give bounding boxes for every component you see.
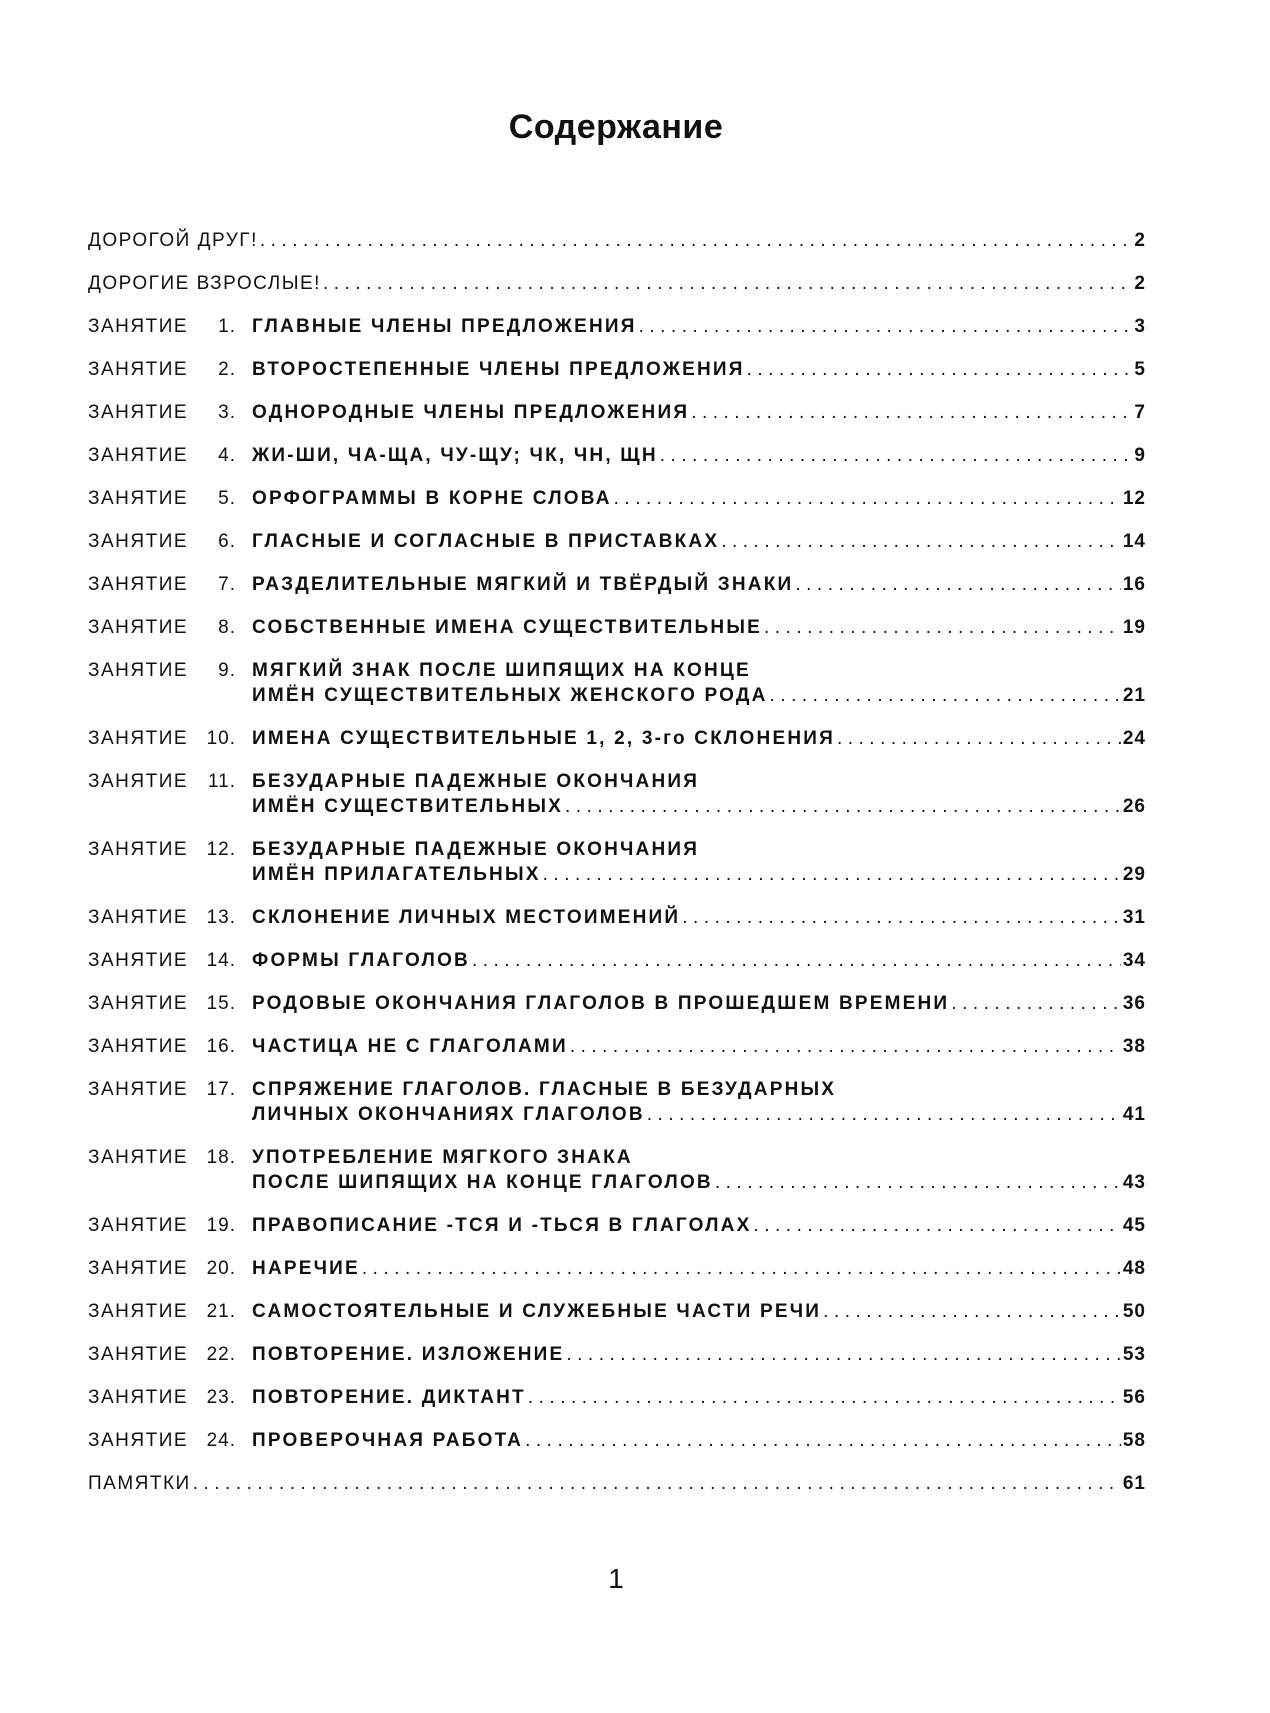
entry-label: ЗАНЯТИЕ: [88, 488, 189, 509]
page-ref: 12: [1122, 488, 1146, 509]
toc-entry[interactable]: [88, 1034, 1146, 1059]
toc-entry[interactable]: [88, 357, 1146, 382]
toc-entry[interactable]: [88, 769, 1146, 819]
lesson-title: РОДОВЫЕ ОКОНЧАНИЯ ГЛАГОЛОВ В ПРОШЕДШЕМ ВРЕМЕНИ: [252, 993, 950, 1014]
lesson-number: 9.: [218, 660, 237, 681]
dot-leader: [823, 1299, 1121, 1324]
page-ref: 14: [1122, 531, 1146, 552]
entry-label: ЗАНЯТИЕ: [88, 907, 189, 928]
lesson-title: БЕЗУДАРНЫЕ ПАДЕЖНЫЕ ОКОНЧАНИЯ: [252, 771, 700, 792]
dot-leader: [614, 486, 1121, 511]
entry-label: ЗАНЯТИЕ: [88, 531, 189, 552]
lesson-number: 2.: [218, 359, 237, 380]
page-ref: 2: [1134, 230, 1146, 251]
page-ref: 50: [1122, 1301, 1146, 1322]
page-ref: 7: [1134, 402, 1146, 423]
page-ref: 61: [1122, 1473, 1146, 1494]
entry-label: ЗАНЯТИЕ: [88, 316, 189, 337]
toc-entry[interactable]: [88, 443, 1146, 468]
lesson-title: УПОТРЕБЛЕНИЕ МЯГКОГО ЗНАКА: [252, 1147, 633, 1168]
lesson-title: ОДНОРОДНЫЕ ЧЛЕНЫ ПРЕДЛОЖЕНИЯ: [252, 402, 690, 423]
dot-leader: [837, 726, 1121, 751]
toc-entry[interactable]: [88, 991, 1146, 1016]
lesson-number: 8.: [218, 617, 237, 638]
lesson-title: МЯГКИЙ ЗНАК ПОСЛЕ ШИПЯЩИХ НА КОНЦЕ: [252, 660, 751, 681]
lesson-title-continued: ЛИЧНЫХ ОКОНЧАНИЯХ ГЛАГОЛОВ: [252, 1104, 645, 1125]
toc-entry[interactable]: [88, 1299, 1146, 1324]
lesson-number: 17.: [206, 1079, 237, 1100]
entry-label: ЗАНЯТИЕ: [88, 1079, 189, 1100]
lesson-number: 19.: [206, 1215, 237, 1236]
lesson-title: ПОВТОРЕНИЕ. ДИКТАНТ: [252, 1387, 526, 1408]
lesson-title: ПОВТОРЕНИЕ. ИЗЛОЖЕНИЕ: [252, 1344, 565, 1365]
lesson-title: ВТОРОСТЕПЕННЫЕ ЧЛЕНЫ ПРЕДЛОЖЕНИЯ: [252, 359, 745, 380]
dot-leader: [362, 1256, 1121, 1281]
toc-entry[interactable]: [88, 837, 1146, 887]
page-ref: 19: [1122, 617, 1146, 638]
lesson-title-continued: ИМЁН СУЩЕСТВИТЕЛЬНЫХ: [252, 796, 564, 817]
page-ref: 36: [1122, 993, 1146, 1014]
lesson-number: 22.: [206, 1344, 237, 1365]
dot-leader: [764, 615, 1121, 640]
page-ref: 48: [1122, 1258, 1146, 1279]
lesson-number: 21.: [206, 1301, 237, 1322]
page-ref: 26: [1122, 796, 1146, 817]
toc-entry[interactable]: [88, 726, 1146, 751]
toc-entry[interactable]: [88, 400, 1146, 425]
page-ref: 21: [1122, 685, 1146, 706]
dot-leader: [795, 572, 1121, 597]
dot-leader: [647, 1102, 1121, 1127]
dot-leader: [639, 314, 1133, 339]
entry-label: ЗАНЯТИЕ: [88, 1387, 189, 1408]
lesson-number: 18.: [206, 1147, 237, 1168]
lesson-title: СПРЯЖЕНИЕ ГЛАГОЛОВ. ГЛАСНЫЕ В БЕЗУДАРНЫХ: [252, 1079, 837, 1100]
toc-entry[interactable]: [88, 615, 1146, 640]
page-ref: 2: [1134, 273, 1146, 294]
toc-entry[interactable]: [88, 658, 1146, 708]
dot-leader: [565, 794, 1121, 819]
page-ref: 43: [1122, 1172, 1146, 1193]
entry-label: ЗАНЯТИЕ: [88, 1344, 189, 1365]
lesson-title: БЕЗУДАРНЫЕ ПАДЕЖНЫЕ ОКОНЧАНИЯ: [252, 839, 700, 860]
toc-entry[interactable]: [88, 1428, 1146, 1453]
entry-label: ДОРОГИЕ ВЗРОСЛЫЕ!: [88, 273, 321, 294]
lesson-number: 11.: [208, 771, 237, 792]
lesson-title: ОРФОГРАММЫ В КОРНЕ СЛОВА: [252, 488, 612, 509]
lesson-number: 24.: [206, 1430, 237, 1451]
toc-entry[interactable]: [88, 1342, 1146, 1367]
lesson-number: 15.: [206, 993, 237, 1014]
lesson-number: 16.: [206, 1036, 237, 1057]
toc-entry[interactable]: [88, 486, 1146, 511]
toc-entry[interactable]: [88, 948, 1146, 973]
lesson-title-continued: ИМЁН ПРИЛАГАТЕЛЬНЫХ: [252, 864, 541, 885]
dot-leader: [682, 905, 1121, 930]
dot-leader: [747, 357, 1133, 382]
lesson-number: 4.: [218, 445, 237, 466]
entry-label: ДОРОГОЙ ДРУГ!: [88, 230, 258, 251]
toc-entry[interactable]: [88, 905, 1146, 930]
dot-leader: [660, 443, 1133, 468]
lesson-title: ГЛАСНЫЕ И СОГЛАСНЫЕ В ПРИСТАВКАХ: [252, 531, 720, 552]
toc-entry[interactable]: [88, 1145, 1146, 1195]
page-ref: 34: [1122, 950, 1146, 971]
dot-leader: [753, 1213, 1120, 1238]
page-ref: 53: [1122, 1344, 1146, 1365]
dot-leader: [543, 862, 1121, 887]
toc-entry[interactable]: [88, 572, 1146, 597]
lesson-title-continued: ИМЁН СУЩЕСТВИТЕЛЬНЫХ ЖЕНСКОГО РОДА: [252, 685, 768, 706]
dot-leader: [472, 948, 1121, 973]
lesson-title: РАЗДЕЛИТЕЛЬНЫЕ МЯГКИЙ И ТВЁРДЫЙ ЗНАКИ: [252, 574, 794, 595]
lesson-title: СКЛОНЕНИЕ ЛИЧНЫХ МЕСТОИМЕНИЙ: [252, 907, 681, 928]
page-ref: 16: [1122, 574, 1146, 595]
dot-leader: [691, 400, 1132, 425]
lesson-number: 20.: [206, 1258, 237, 1279]
toc-entry[interactable]: [88, 529, 1146, 554]
entry-label: ЗАНЯТИЕ: [88, 574, 189, 595]
toc-entry[interactable]: [88, 1385, 1146, 1410]
lesson-number: 5.: [218, 488, 237, 509]
lesson-title: ФОРМЫ ГЛАГОЛОВ: [252, 950, 470, 971]
lesson-number: 1.: [218, 316, 237, 337]
page-ref: 31: [1122, 907, 1146, 928]
page-ref: 5: [1134, 359, 1146, 380]
dot-leader: [951, 991, 1121, 1016]
lesson-number: 13.: [206, 907, 237, 928]
dot-leader: [193, 1471, 1121, 1496]
dot-leader: [770, 683, 1121, 708]
dot-leader: [721, 529, 1121, 554]
entry-label: ЗАНЯТИЕ: [88, 1036, 189, 1057]
dot-leader: [260, 228, 1133, 253]
page-ref: 58: [1122, 1430, 1146, 1451]
dot-leader: [525, 1428, 1121, 1453]
dot-leader: [570, 1034, 1121, 1059]
lesson-number: 6.: [218, 531, 237, 552]
lesson-title-continued: ПОСЛЕ ШИПЯЩИХ НА КОНЦЕ ГЛАГОЛОВ: [252, 1172, 713, 1193]
lesson-title: ПРАВОПИСАНИЕ -ТСЯ И -ТЬСЯ В ГЛАГОЛАХ: [252, 1215, 752, 1236]
dot-leader: [528, 1385, 1121, 1410]
entry-label: ЗАНЯТИЕ: [88, 1147, 189, 1168]
entry-label: ЗАНЯТИЕ: [88, 771, 189, 792]
page-ref: 45: [1122, 1215, 1146, 1236]
toc-entry[interactable]: [88, 1213, 1146, 1238]
entry-label: ЗАНЯТИЕ: [88, 617, 189, 638]
entry-label: ЗАНЯТИЕ: [88, 1430, 189, 1451]
page-ref: 38: [1122, 1036, 1146, 1057]
entry-label: ЗАНЯТИЕ: [88, 445, 189, 466]
entry-label: ЗАНЯТИЕ: [88, 950, 189, 971]
page-ref: 41: [1122, 1104, 1146, 1125]
dot-leader: [566, 1342, 1120, 1367]
lesson-number: 3.: [218, 402, 237, 423]
dot-leader: [323, 271, 1132, 296]
entry-label: ЗАНЯТИЕ: [88, 839, 189, 860]
lesson-title: ПРОВЕРОЧНАЯ РАБОТА: [252, 1430, 524, 1451]
page-ref: 3: [1134, 316, 1146, 337]
lesson-number: 23.: [206, 1387, 237, 1408]
toc-entry[interactable]: [88, 1077, 1146, 1127]
table-of-contents: [88, 228, 1146, 1514]
page-ref: 24: [1122, 728, 1146, 749]
toc-entry[interactable]: [88, 1471, 1146, 1496]
lesson-title: НАРЕЧИЕ: [252, 1258, 360, 1279]
entry-label: ЗАНЯТИЕ: [88, 402, 189, 423]
lesson-title: ЧАСТИЦА НЕ С ГЛАГОЛАМИ: [252, 1036, 568, 1057]
lesson-title: ГЛАВНЫЕ ЧЛЕНЫ ПРЕДЛОЖЕНИЯ: [252, 316, 637, 337]
toc-entry[interactable]: [88, 1256, 1146, 1281]
lesson-number: 10.: [206, 728, 237, 749]
lesson-number: 14.: [206, 950, 237, 971]
toc-entry[interactable]: [88, 314, 1146, 339]
page-number: 1: [608, 1563, 624, 1594]
lesson-title: СОБСТВЕННЫЕ ИМЕНА СУЩЕСТВИТЕЛЬНЫЕ: [252, 617, 763, 638]
page-ref: 9: [1134, 445, 1146, 466]
entry-label: ЗАНЯТИЕ: [88, 993, 189, 1014]
lesson-number: 12.: [206, 839, 237, 860]
page-title: Содержание: [508, 108, 724, 146]
page-ref: 56: [1122, 1387, 1146, 1408]
lesson-number: 7.: [218, 574, 237, 595]
entry-label: ПАМЯТКИ: [88, 1473, 191, 1494]
lesson-title: ИМЕНА СУЩЕСТВИТЕЛЬНЫЕ 1, 2, 3-го СКЛОНЕНИЯ: [252, 728, 835, 749]
toc-entry[interactable]: [88, 228, 1146, 253]
page-ref: 29: [1122, 864, 1146, 885]
dot-leader: [715, 1170, 1121, 1195]
entry-label: ЗАНЯТИЕ: [88, 1301, 189, 1322]
lesson-title: САМОСТОЯТЕЛЬНЫЕ И СЛУЖЕБНЫЕ ЧАСТИ РЕЧИ: [252, 1301, 822, 1322]
entry-label: ЗАНЯТИЕ: [88, 1215, 189, 1236]
entry-label: ЗАНЯТИЕ: [88, 1258, 189, 1279]
entry-label: ЗАНЯТИЕ: [88, 728, 189, 749]
lesson-title: ЖИ-ШИ, ЧА-ЩА, ЧУ-ЩУ; ЧК, ЧН, ЩН: [252, 445, 658, 466]
entry-label: ЗАНЯТИЕ: [88, 660, 189, 681]
toc-entry[interactable]: [88, 271, 1146, 296]
entry-label: ЗАНЯТИЕ: [88, 359, 189, 380]
